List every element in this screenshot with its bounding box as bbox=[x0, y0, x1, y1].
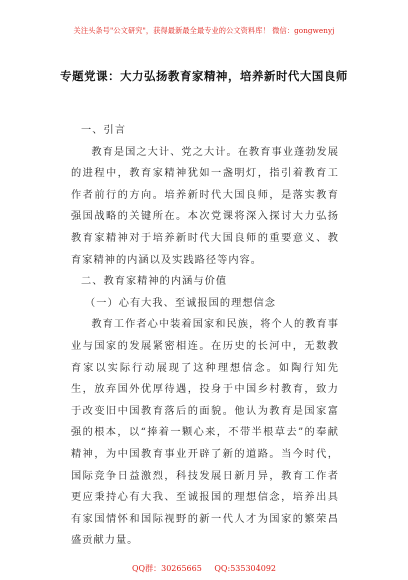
document-body bbox=[71, 120, 339, 552]
section-heading-intro: 一、引言 bbox=[81, 125, 126, 136]
subsection-paragraph-1: 教育工作者心中装着国家和民族，将个人的教育事业与国家的发展紧密相连。在历史的长河中，无数教育家以实际行动展现了这种理想信念。如陶行知先生，放弃国外优厚待遇，投身于中国乡村教育，致力于改变旧中国教育落后的面貌。他认为教育是国家富强的根本，以“捧着一颗心来，不带半根草去”的奉献精神，为中国教育事业开辟了新的道路。当今时代，国际竞争日益激烈，科技发展日新月异，教育工作者更应秉持心有大我、至诚报国的理想信念，培养出具有家国情怀和国际视野的新一代人才为国家的繁荣昌盛贡献力量。 bbox=[71, 319, 339, 547]
footer-qq: QQ:535304092 bbox=[214, 564, 276, 573]
section-heading-part2: 二、教育家精神的内涵与价值 bbox=[81, 276, 228, 288]
page-footer bbox=[0, 563, 408, 574]
footer-qq-group: QQ群：30265665 bbox=[131, 564, 202, 573]
subsection-heading-1: （一）心有大我、至诚报国的理想信念 bbox=[85, 297, 277, 309]
header-promo-note: 关注头条号"公文研究"，获得最新最全最专业的公文资料库！ 微信：gongwenyj bbox=[73, 26, 335, 35]
page-title: 专题党课：大力弘扬教育家精神，培养新时代大国良师 bbox=[60, 69, 348, 83]
intro-paragraph: 教育是国之大计、党之大计。在教育事业蓬勃发展的进程中，教育家精神犹如一盏明灯，指引着教育工作者前行的方向。培养新时代大国良师，是落实教育强国战略的关键所在。本次党课将深入探讨大力弘扬教育家精神对于培养新时代大国良师的重要意义、教育家精神的内涵以及实践路径等内容。 bbox=[71, 146, 339, 266]
